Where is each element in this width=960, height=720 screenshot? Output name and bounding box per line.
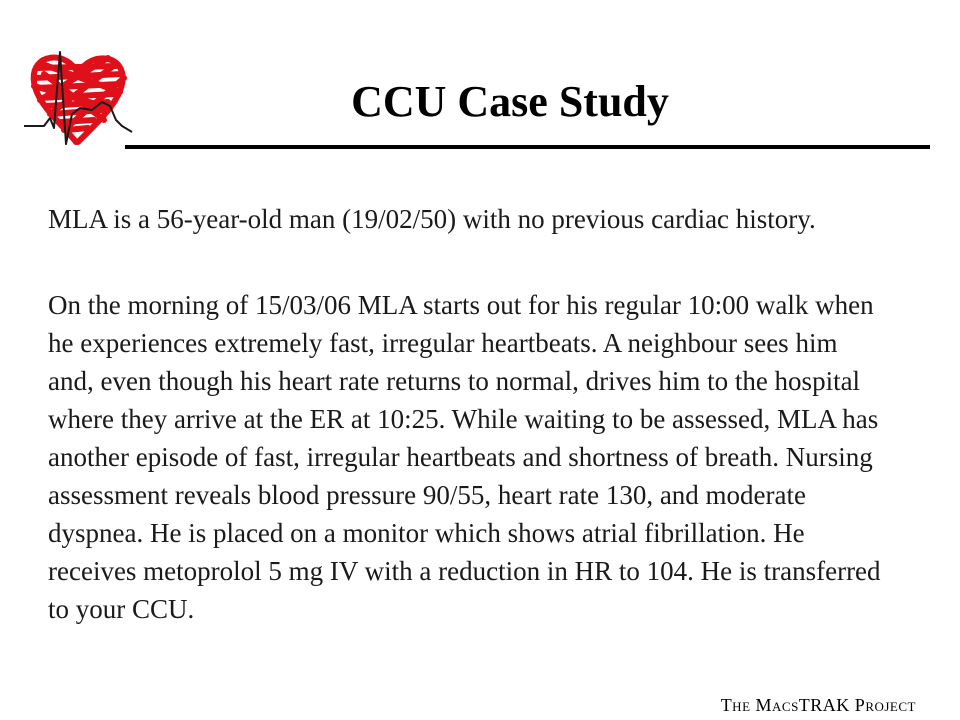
title-divider	[125, 145, 930, 149]
case-narrative-paragraph: On the morning of 15/03/06 MLA starts out for his regular 10:00 walk when he experiences extremely fast, irregular heartbeats. A neighbour sees him and, even though his heart rate returns to normal, drives him to the hospital where they arrive at the ER at 10:25. While waiting to be assessed, MLA has another episode of fast, irregular heartbeats and shortness of breath. Nursing assessment reveals blood pressure 90/55, heart rate 130, and moderate dyspnea. He is placed on a monitor which shows atrial fibrillation. He receives metoprolol 5 mg IV with a reduction in HR to 104. He is transferred to your CCU.	[48, 290, 881, 624]
footer-project-name: The MacsTRAK Project	[720, 695, 916, 715]
slide-title: CCU Case Study	[351, 77, 669, 126]
patient-intro-paragraph: MLA is a 56-year-old man (19/02/50) with no previous cardiac history.	[48, 204, 816, 234]
